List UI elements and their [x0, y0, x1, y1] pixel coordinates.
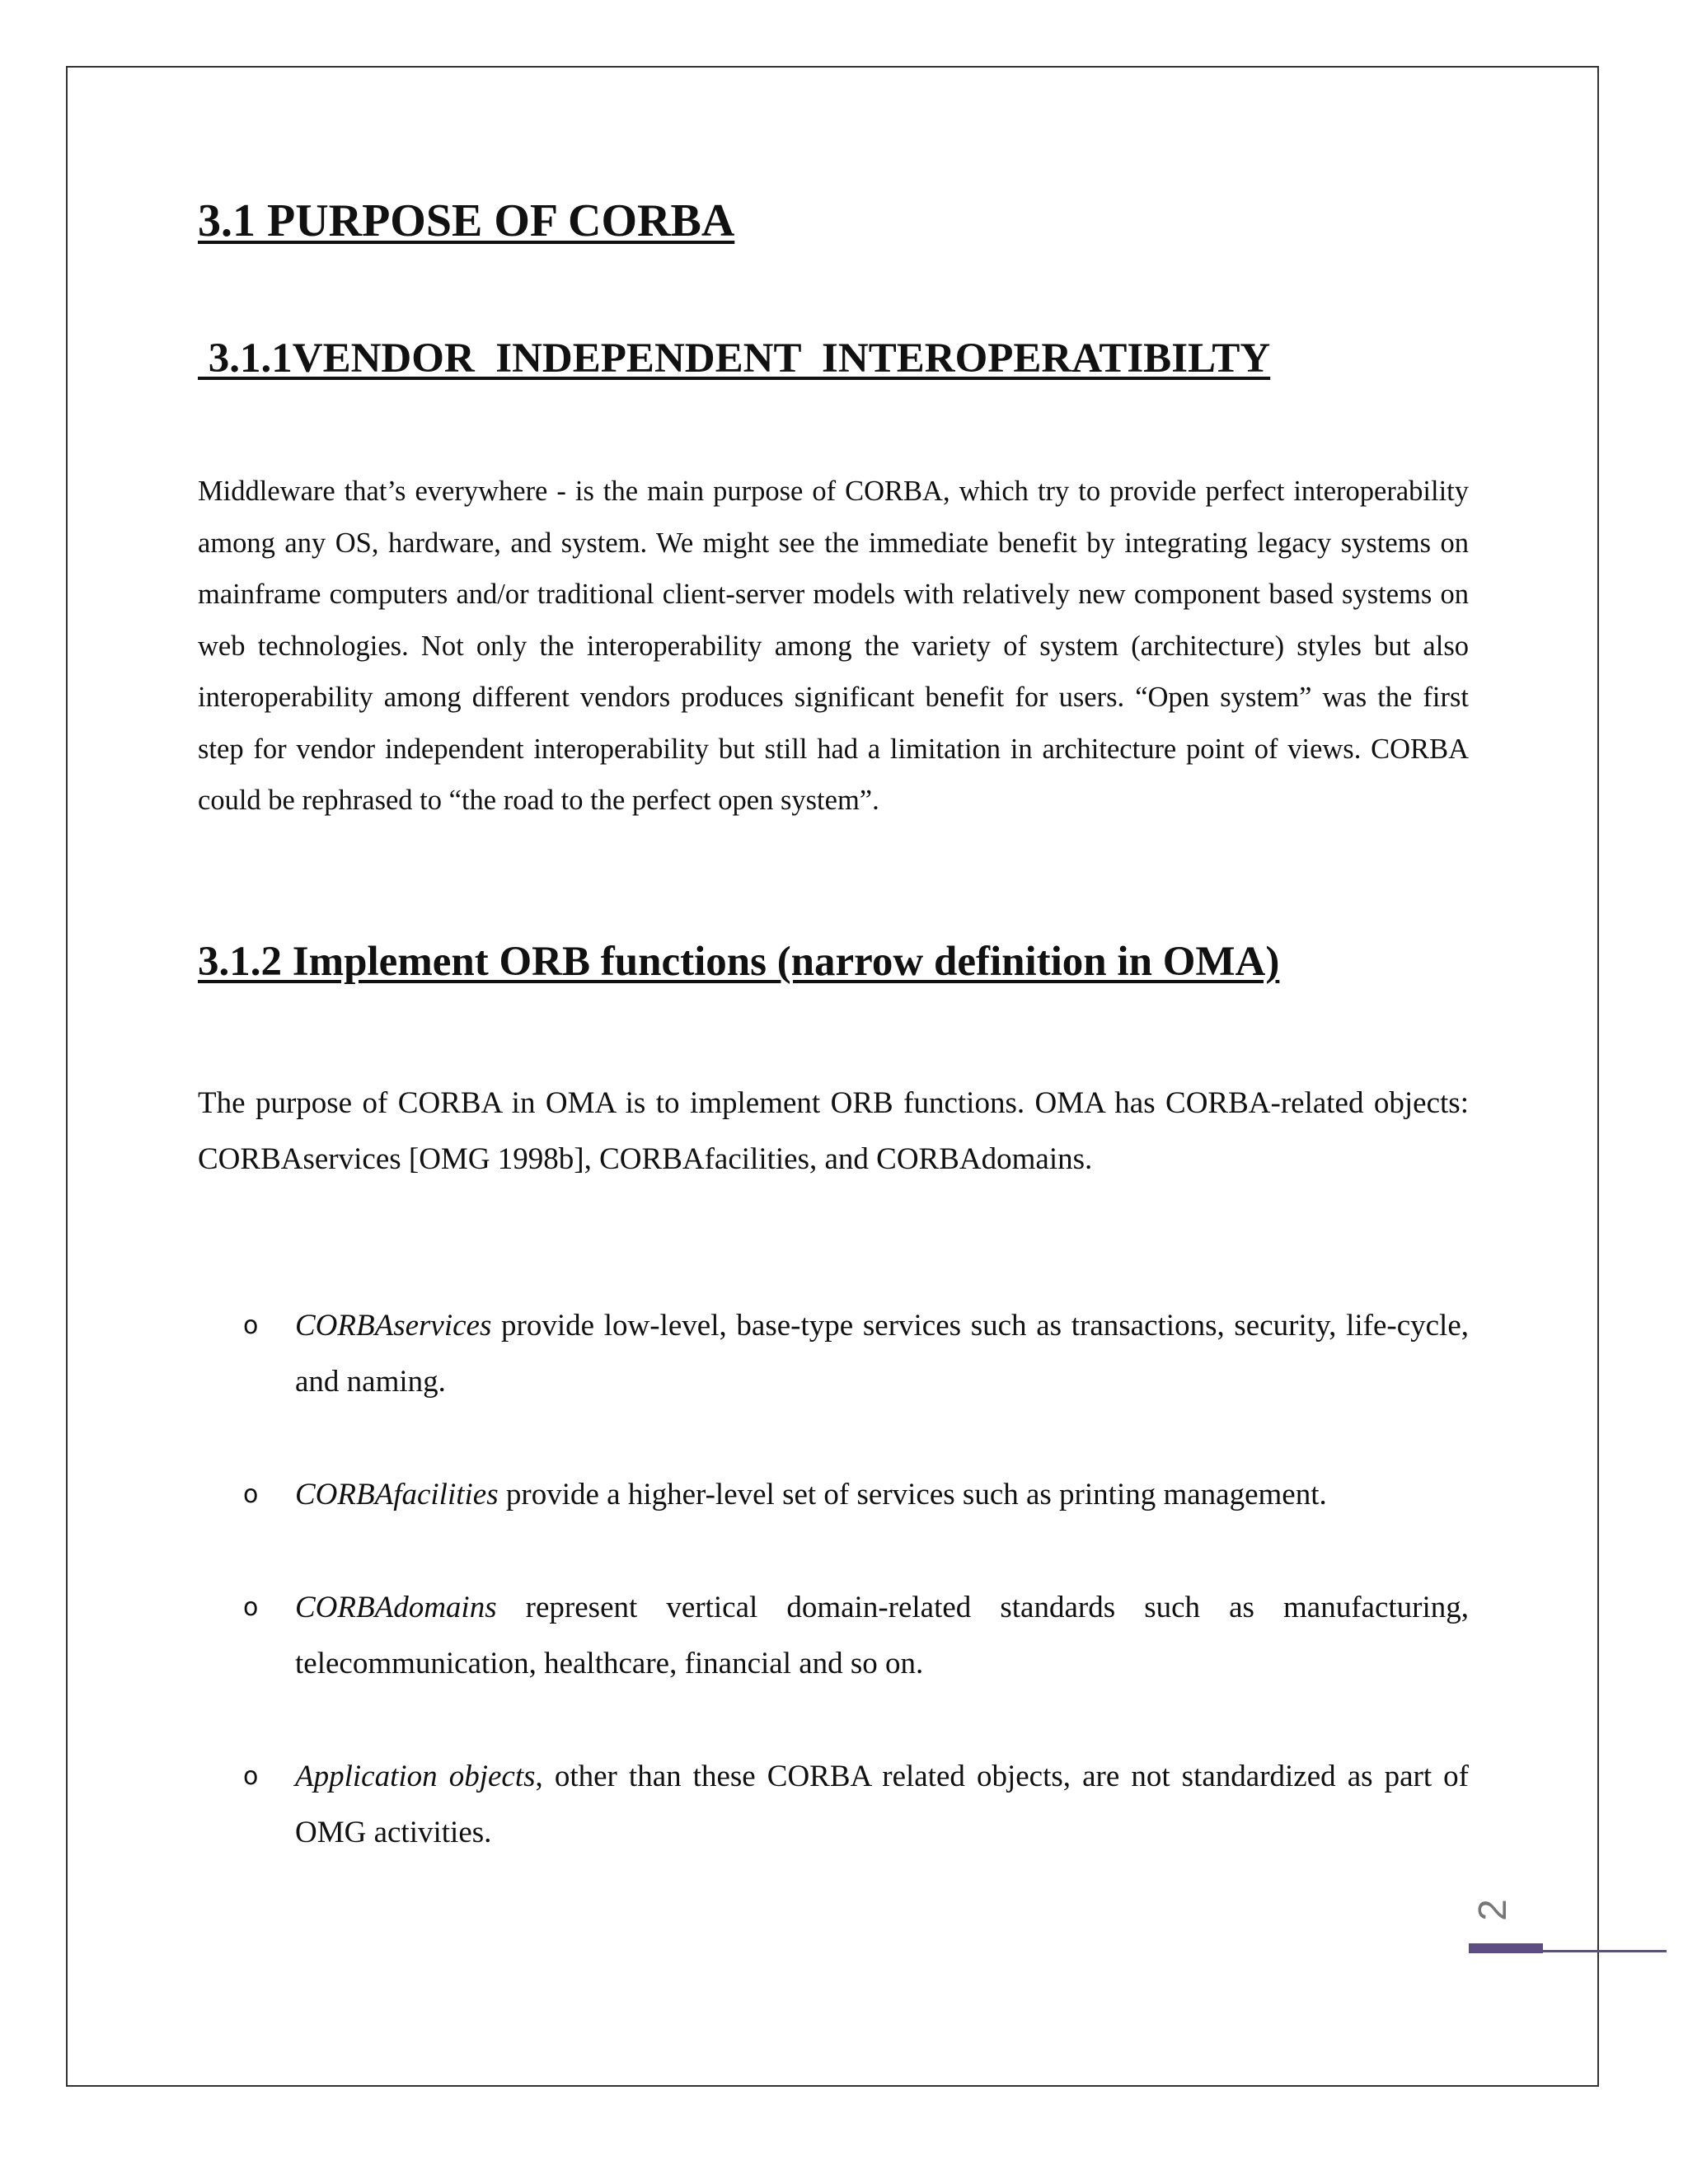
list-item-term: CORBAdomains	[295, 1591, 497, 1624]
footer-rule	[1543, 1950, 1667, 1952]
list-item	[198, 1298, 1469, 1410]
bullet-marker: o	[243, 1311, 259, 1340]
section-heading: 3.1 PURPOSE OF CORBA	[198, 195, 735, 246]
list-item-text: provide low-level, base-type services such as transactions, security, life-cycle, and naming.	[295, 1309, 1469, 1399]
list-item-text: represent vertical domain-related standards such as manufacturing, telecommunication, healthcare, financial and so on.	[295, 1591, 1469, 1680]
list-item-term: Application objects	[295, 1760, 536, 1793]
list-item	[198, 1467, 1469, 1523]
footer-accent-bar	[1469, 1943, 1543, 1953]
list-item-term: CORBAfacilities	[295, 1478, 499, 1511]
list-item	[198, 1580, 1469, 1692]
list-item-term: CORBAservices	[295, 1309, 492, 1343]
bullet-marker: o	[243, 1593, 259, 1622]
bullet-marker: o	[243, 1762, 259, 1791]
orb-paragraph: The purpose of CORBA in OMA is to implement ORB functions. OMA has CORBA-related objects: CORBAservices [OMG 1998b], CORBAfacilities, and CORBAdomains.	[198, 1086, 1469, 1176]
subsection-heading-vendor-interoperability: 3.1.1VENDOR INDEPENDENT INTEROPERATIBILTY	[198, 335, 1271, 382]
subsection-heading-orb-functions: 3.1.2 Implement ORB functions (narrow definition in OMA)	[198, 939, 1280, 985]
list-item-text: provide a higher-level set of services such as printing management.	[498, 1478, 1327, 1511]
corba-objects-list	[198, 1298, 1469, 1918]
list-item-text: , other than these CORBA related objects, are not standardized as part of OMG activities.	[295, 1760, 1469, 1849]
page-number: 2	[1470, 1899, 1515, 1921]
interoperability-paragraph: Middleware that’s everywhere - is the main purpose of CORBA, which try to provide perfect interoperability among any OS, hardware, and system. We might see the immediate benefit by integrating legacy systems on mainframe computers and/or traditional client-server models with relatively new component based systems on web technologies. Not only the interoperability among the variety of system (architecture) styles but also interoperability among different vendors produces significant benefit for users. “Open system” was the first step for vendor independent interoperability but still had a limitation in architecture point of views. CORBA could be rephrased to “the road to the perfect open system”.	[198, 476, 1469, 816]
list-item	[198, 1749, 1469, 1861]
bullet-marker: o	[243, 1480, 259, 1509]
